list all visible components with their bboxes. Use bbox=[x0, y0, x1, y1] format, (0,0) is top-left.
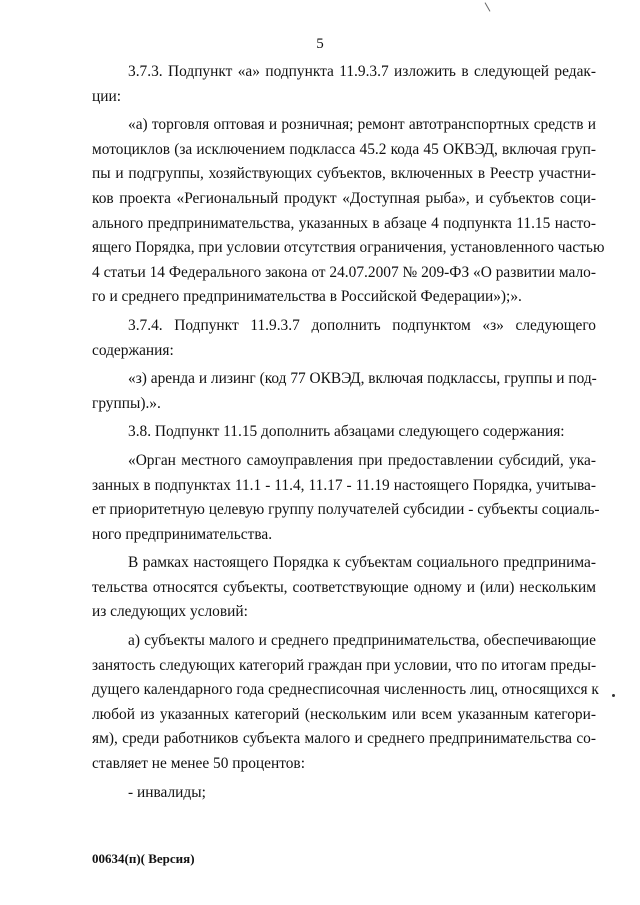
text-line: занятость следующих категорий граждан при условии, что по итогам преды- bbox=[92, 656, 597, 674]
document-body bbox=[92, 60, 605, 809]
text-line: содержания: bbox=[92, 341, 174, 359]
text-line: - инвалиды; bbox=[128, 783, 206, 801]
scan-mark bbox=[485, 2, 491, 11]
paragraph-p1 bbox=[92, 60, 596, 109]
text-line: ям), среди работников субъекта малого и среднего предпринимательства со- bbox=[92, 730, 596, 748]
text-line: ального предпринимательства, указанных в абзаце 4 подпункта 11.15 насто- bbox=[92, 214, 596, 232]
text-line: 3.8. Подпункт 11.15 дополнить абзацами следующего содержания: bbox=[128, 423, 565, 441]
text-line: го и среднего предпринимательства в Российской Федерации»);». bbox=[92, 288, 522, 306]
text-line: «Орган местного самоуправления при предоставлении субсидий, ука- bbox=[128, 451, 596, 469]
text-line: группы).». bbox=[92, 394, 161, 412]
paragraph-p5 bbox=[92, 420, 596, 445]
text-line: занных в подпунктах 11.1 - 11.4, 11.17 - 11.19 настоящего Порядка, учитыва- bbox=[92, 476, 596, 494]
text-line: любой из указанных категорий (нескольким или всем указанным категори- bbox=[92, 705, 596, 723]
text-line: ящего Порядка, при условии отсутствия ограничения, установленного частью bbox=[92, 239, 605, 257]
text-line: мотоциклов (за исключением подкласса 45.2 кода 45 ОКВЭД, включая груп- bbox=[92, 140, 596, 158]
text-line: пы и подгруппы, хозяйствующих субъектов, включенных в Реестр участни- bbox=[92, 165, 596, 183]
text-line: ет приоритетную целевую группу получателей субсидии - субъекты социаль- bbox=[92, 501, 600, 519]
paragraph-p2 bbox=[92, 113, 605, 310]
paragraph-p7 bbox=[92, 551, 596, 625]
text-line: из следующих условий: bbox=[92, 603, 248, 621]
scan-speck bbox=[612, 694, 615, 697]
text-line: тельства относятся субъекты, соответствующие одному и (или) нескольким bbox=[92, 578, 596, 596]
text-line: а) субъекты малого и среднего предпринимательства, обеспечивающие bbox=[128, 632, 596, 650]
text-line: ного предпринимательства. bbox=[92, 525, 273, 543]
text-line: В рамках настоящего Порядка к субъектам социального предпринима- bbox=[128, 554, 596, 572]
text-line: «а) торговля оптовая и розничная; ремонт автотранспортных средств и bbox=[128, 116, 596, 134]
text-line: дущего календарного года среднесписочная численность лиц, относящихся к bbox=[92, 681, 599, 699]
text-line: «з) аренда и лизинг (код 77 ОКВЭД, включая подклассы, группы и под- bbox=[128, 370, 597, 388]
document-footer-code: 00634(п)( Версия) bbox=[92, 851, 195, 866]
paragraph-p9 bbox=[92, 781, 596, 806]
paragraph-p3 bbox=[92, 314, 596, 363]
text-line: 3.7.4. Подпункт 11.9.3.7 дополнить подпунктом «з» следующего bbox=[128, 316, 596, 334]
paragraph-p4 bbox=[92, 367, 596, 416]
text-line: 3.7.3. Подпункт «а» подпункта 11.9.3.7 изложить в следующей редак- bbox=[128, 63, 596, 80]
text-line: 4 статьи 14 Федерального закона от 24.07.2007 № 209-ФЗ «О развитии мало- bbox=[92, 263, 596, 281]
text-line: ставляет не менее 50 процентов: bbox=[92, 755, 305, 773]
paragraph-p8 bbox=[92, 629, 599, 777]
page-number: 5 bbox=[316, 36, 324, 52]
text-line: ков проекта «Региональный продукт «Доступная рыба», и субъектов соци- bbox=[92, 189, 596, 207]
paragraph-p6 bbox=[92, 449, 600, 547]
text-line: ции: bbox=[92, 87, 121, 105]
